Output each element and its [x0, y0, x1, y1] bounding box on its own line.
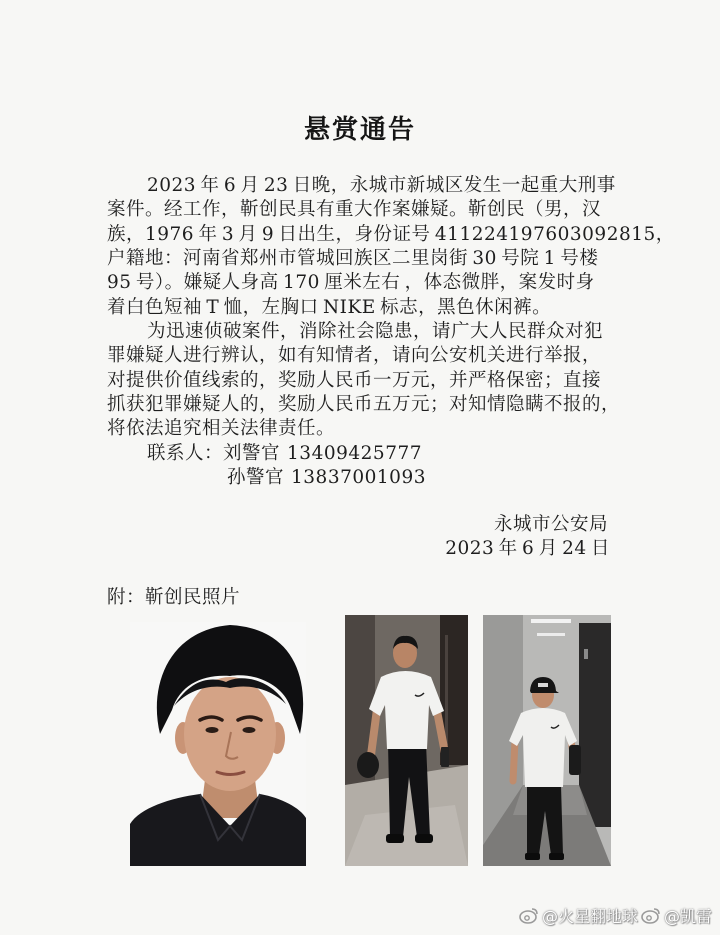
issue-date: 2023 年 6 月 24 日	[445, 538, 610, 559]
surveillance-image-2	[483, 615, 611, 866]
suspect-portrait-image	[130, 622, 306, 866]
weibo-logo-icon	[641, 907, 661, 924]
contact-line	[107, 442, 647, 466]
attachment-label: 附：靳创民照片	[107, 587, 241, 608]
notice-line: 2023 年 6 月 23 日晚，永城市新城区发生一起重大刑事	[147, 175, 616, 196]
suspect-portrait-photo	[130, 622, 306, 866]
contact-name: 刘警官	[223, 442, 281, 464]
contact-phone: 13837001093	[291, 466, 426, 488]
watermark	[519, 902, 712, 928]
contact-label: 联系人：	[147, 442, 224, 464]
notice-line: 着白色短袖 T 恤，左胸口 NIKE 标志，黑色休闲裤。	[107, 296, 552, 318]
notice-line: 对提供价值线索的，奖励人民币一万元，并严格保密；直接	[107, 369, 602, 391]
notice-title: 悬赏通告	[303, 115, 416, 145]
suspect-surveillance-photo-2	[483, 615, 611, 866]
notice-line: 族，1976 年 3 月 9 日出生，身份证号 411224197603092815，	[107, 223, 675, 245]
watermark-handle: @火星翻地球	[541, 906, 638, 926]
weibo-logo-icon	[519, 907, 539, 924]
notice-body	[107, 174, 675, 490]
suspect-surveillance-photo-1	[345, 615, 468, 866]
contact-phone: 13409425777	[287, 442, 423, 464]
notice-line: 户籍地：河南省郑州市管城回族区二里岗街 30 号院 1 号楼	[107, 247, 599, 269]
notice-line: 95 号）。嫌疑人身高 170 厘米左右 ，体态微胖，案发时身	[107, 272, 595, 294]
surveillance-image-1	[345, 615, 468, 866]
notice-line: 将依法追究相关法律责任。	[107, 418, 336, 440]
notice-line: 为迅速侦破案件，消除社会隐患，请广大人民群众对犯	[147, 320, 604, 342]
notice-line: 罪嫌疑人进行辨认，如有知情者，请向公安机关进行举报，	[107, 345, 602, 367]
issuer-name: 永城市公安局	[493, 514, 608, 535]
watermark-handle: @凯雷	[663, 906, 712, 926]
contact-name: 孙警官	[227, 466, 285, 488]
contact-line	[107, 466, 647, 490]
notice-line: 抓获犯罪嫌疑人的，奖励人民币五万元；对知情隐瞒不报的，	[107, 393, 621, 415]
notice-line: 案件。经工作，靳创民具有重大作案嫌疑。靳创民（男，汉	[107, 199, 602, 221]
